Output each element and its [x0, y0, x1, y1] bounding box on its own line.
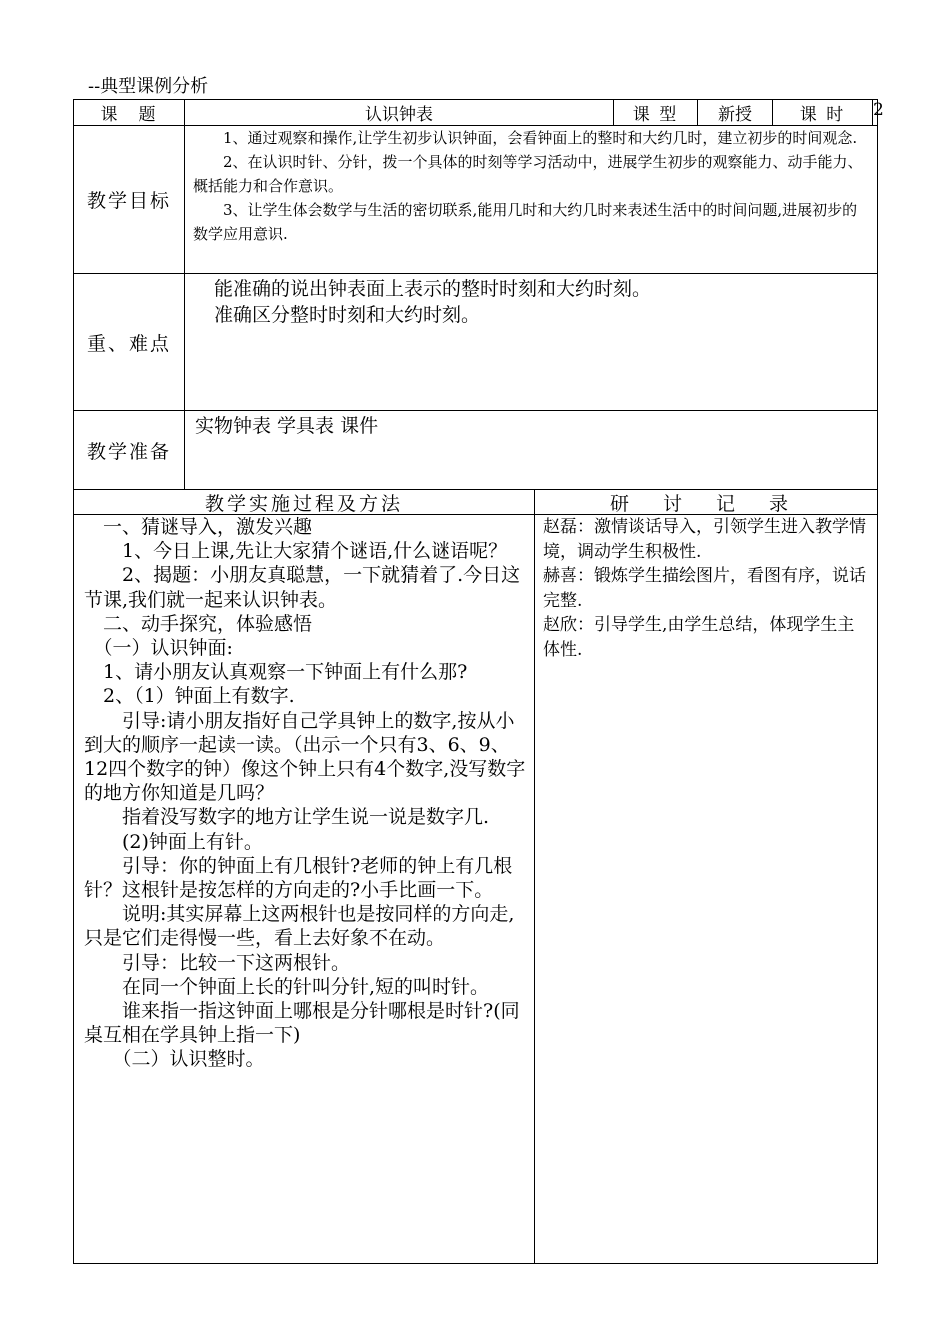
notes-content: [534, 514, 878, 1264]
class-hours-label: 课 时: [772, 99, 873, 126]
process-paragraph: 1、今日上课,先让大家猜个谜语,什么谜语呢？: [84, 540, 508, 563]
class-hours-value: 2: [872, 99, 878, 126]
key-points-content: [184, 273, 878, 411]
notes-header: 研 讨 记 录: [534, 489, 878, 515]
process-content: [73, 514, 535, 1264]
process-paragraph: 一、猜谜导入，激发兴趣: [84, 516, 313, 538]
process-paragraph: 2、揭题：小朋友真聪慧，一下就猜着了.今日这节课,我们就一起来认识钟表。: [84, 564, 521, 611]
process-paragraph: 引导:请小朋友指好自己学具钟上的数字,按从小到大的顺序一起读一读。（出示一个只有3、6、9、12四个数字的钟）像这个钟上只有4个数字,没写数字的地方你知道是几吗？: [84, 709, 526, 805]
preparation-text: 实物钟表 学具表 课件: [195, 415, 379, 437]
process-paragraph: （一）认识钟面:: [84, 637, 233, 660]
process-header: 教学实施过程及方法: [73, 489, 535, 515]
document-header: --典型课例分析: [88, 76, 209, 97]
process-paragraph: 二、动手探究，体验感悟: [84, 612, 313, 635]
note-item: 赫喜：锻炼学生描绘图片，看图有序，说话完整.: [543, 566, 866, 611]
process-paragraph: 指着没写数字的地方让学生说一说是数字几.: [84, 806, 490, 829]
key-point-item: 准确区分整时时刻和大约时刻。: [195, 304, 481, 326]
lesson-type-value: 新授: [697, 99, 773, 126]
process-paragraph: 1、请小朋友认真观察一下钟面上有什么那?: [84, 661, 468, 684]
class-hours-value-cell: [872, 99, 878, 126]
note-item: 赵欣：引导学生,由学生总结，体现学生主体性.: [543, 615, 855, 660]
subject-label: 课 题: [73, 99, 185, 126]
process-paragraph: 说明:其实屏幕上这两根针也是按同样的方向走,只是它们走得慢一些，看上去好象不在动。: [84, 903, 515, 950]
process-paragraph: 谁来指一指这钟面上哪根是分针哪根是时针?(同桌互相在学具钟上指一下): [84, 1000, 520, 1047]
preparation-label: 教学准备: [73, 410, 185, 490]
process-paragraph: 2、（1）钟面上有数字.: [84, 685, 295, 708]
process-paragraph: (2)钟面上有针。: [84, 830, 263, 853]
process-paragraph: 引导：你的钟面上有几根针?老师的钟上有几根针？这根针是按怎样的方向走的?小手比画一下。: [84, 854, 513, 902]
objective-item: 2、在认识时针、分针，拨一个具体的时刻等学习活动中，进展学生初步的观察能力、动手能力、概括能力和合作意识。: [193, 153, 863, 195]
subject-value: 认识钟表: [184, 99, 614, 126]
objectives-content: [184, 125, 878, 274]
preparation-content: [184, 410, 878, 490]
lesson-type-label: 课 型: [613, 99, 698, 126]
key-points-label: 重、难点: [73, 273, 185, 411]
lesson-plan-table: [73, 99, 886, 1264]
objectives-label: 教学目标: [73, 125, 185, 274]
process-paragraph: 在同一个钟面上长的针叫分针,短的叫时针。: [84, 975, 490, 998]
objective-item: 1、通过观察和操作,让学生初步认识钟面，会看钟面上的整时和大约几时，建立初步的时间观念.: [193, 129, 858, 147]
key-point-item: 能准确的说出钟表面上表示的整时时刻和大约时刻。: [195, 278, 652, 300]
note-item: 赵磊：激情谈话导入，引领学生进入教学情境，调动学生积极性.: [543, 517, 866, 562]
objective-item: 3、让学生体会数学与生活的密切联系,能用几时和大约几时来表述生活中的时间问题,进展初步的数学应用意识.: [193, 201, 858, 243]
process-paragraph: （二）认识整时。: [84, 1048, 265, 1071]
process-paragraph: 引导：比较一下这两根针。: [84, 951, 351, 974]
